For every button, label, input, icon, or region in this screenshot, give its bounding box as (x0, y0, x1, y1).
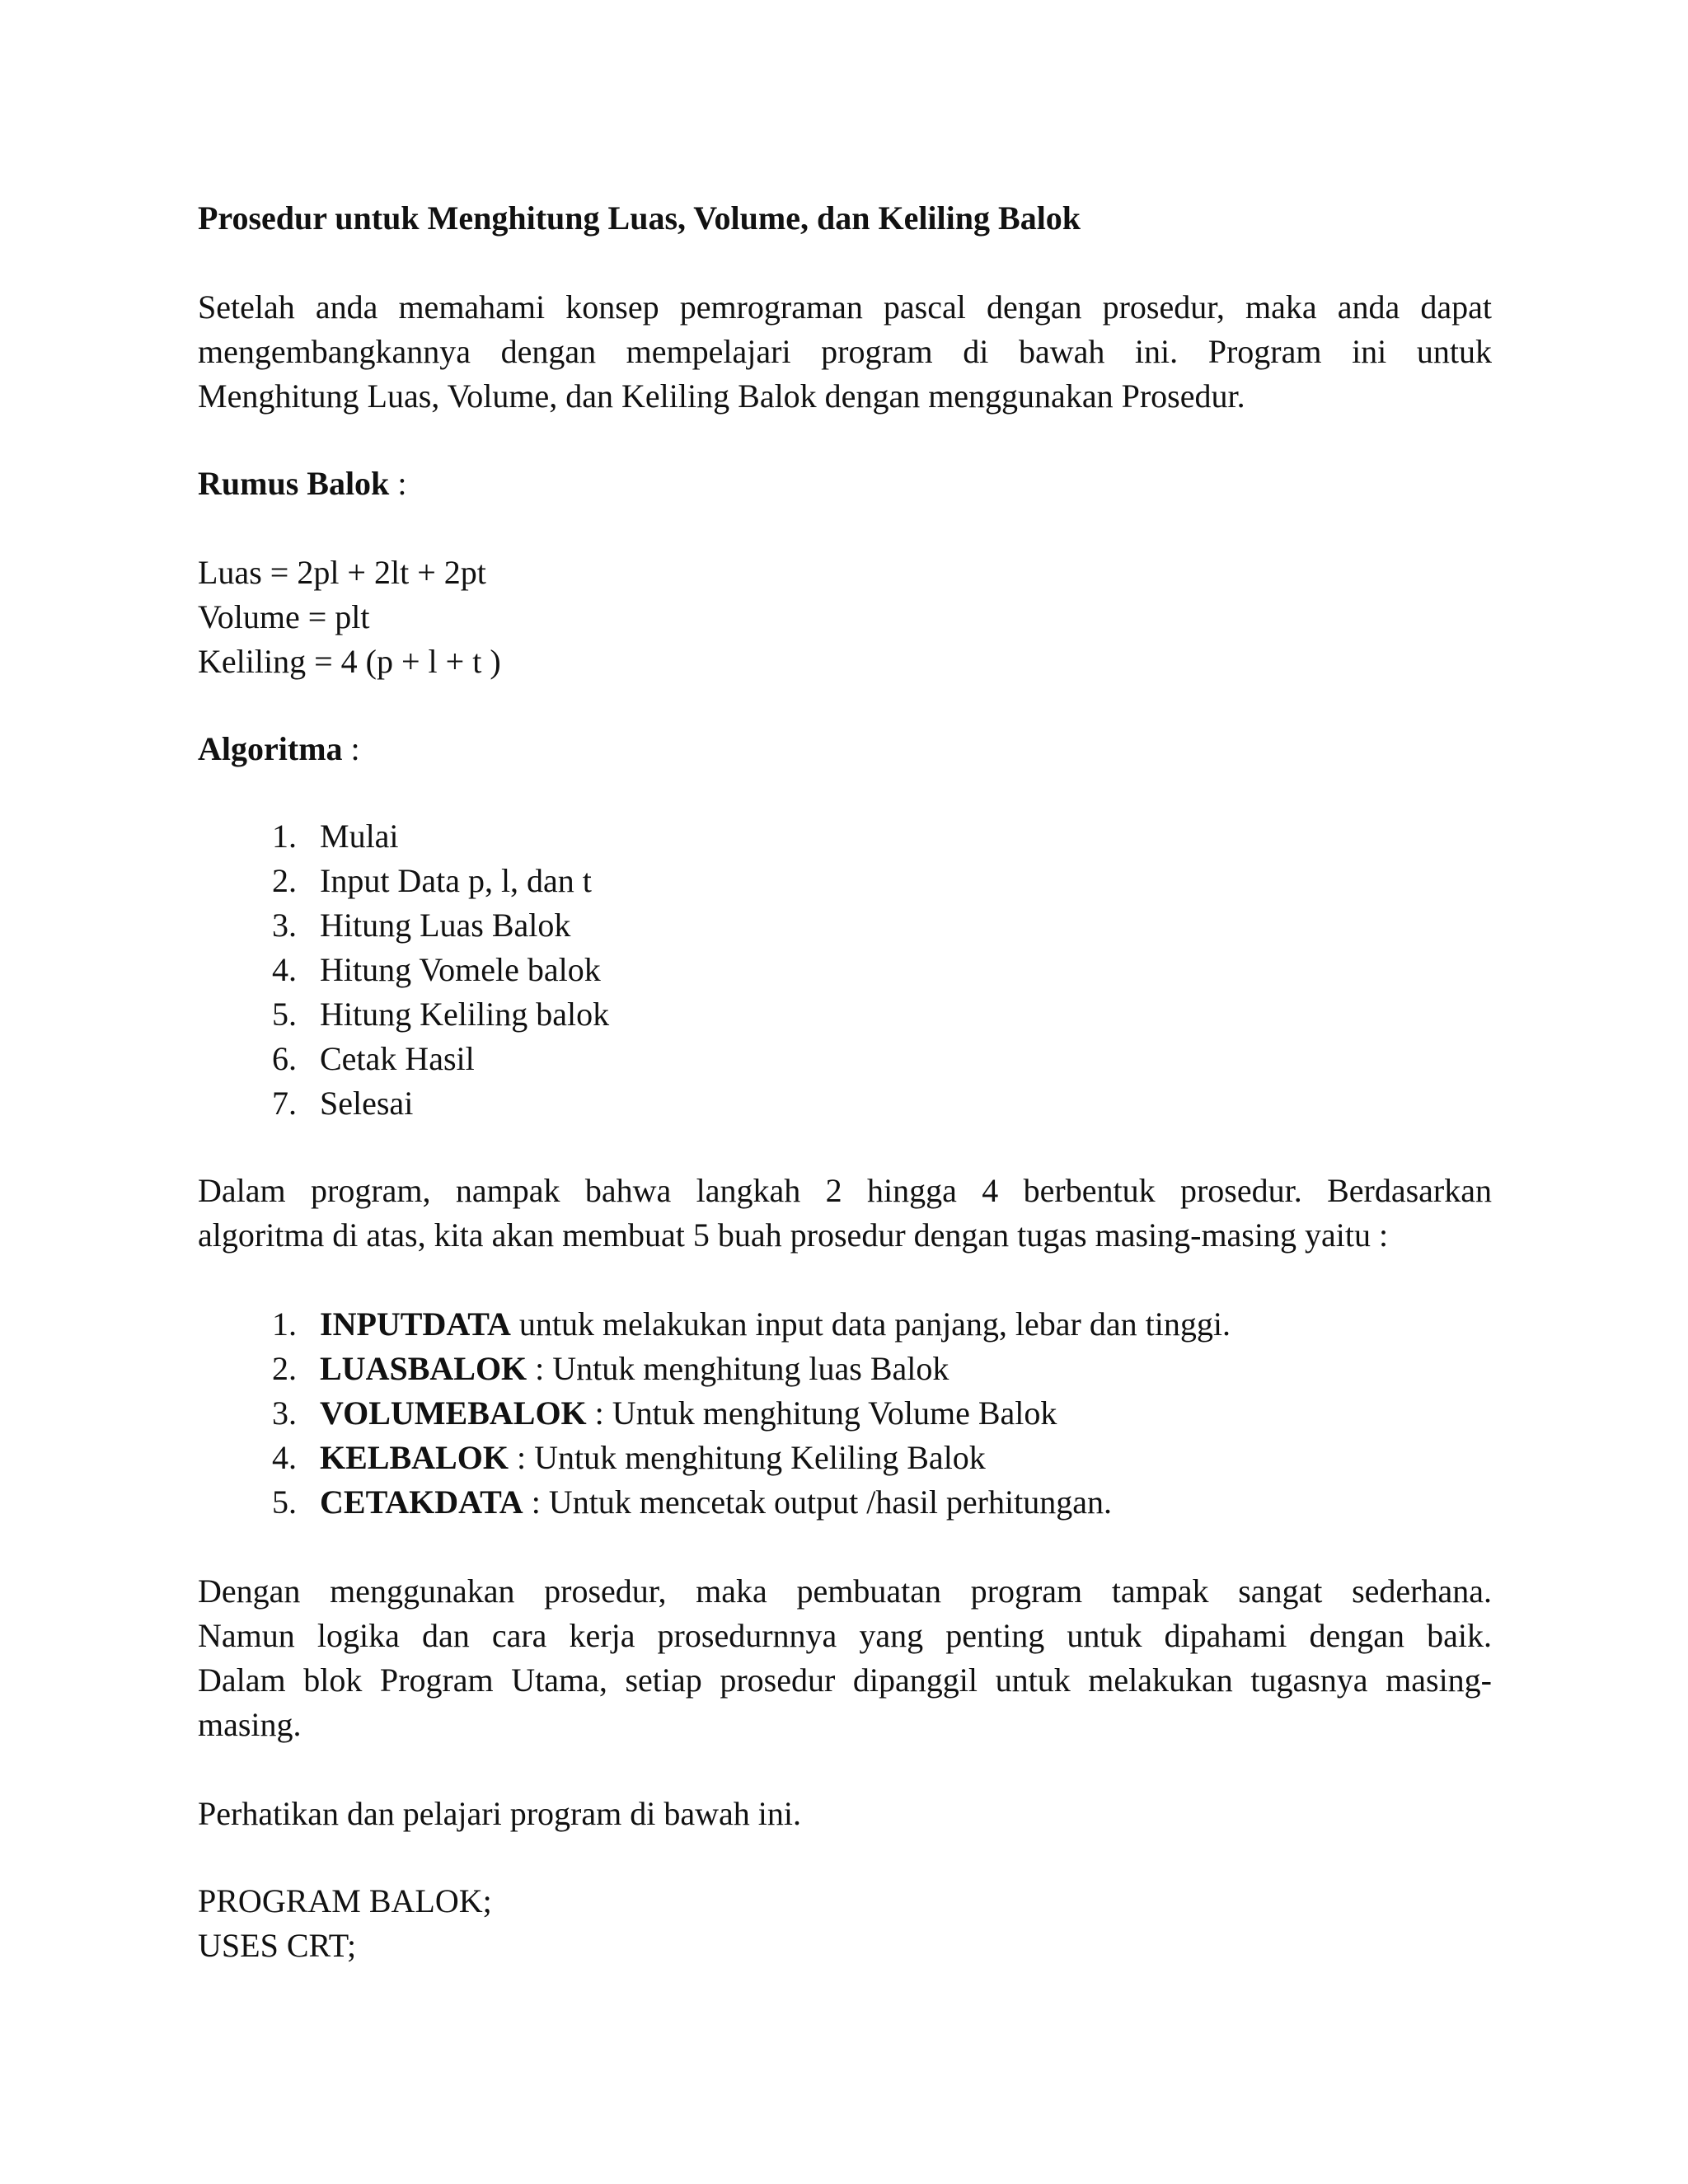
code-line: PROGRAM BALOK; (198, 1882, 492, 1919)
procedure-item (246, 1302, 1231, 1347)
dengan-line-4: masing. (198, 1706, 302, 1743)
algoritma-step (246, 859, 592, 903)
formula-volume: Volume = plt (198, 598, 370, 635)
step-text: Mulai (320, 818, 399, 855)
step-number: 7. (272, 1085, 297, 1122)
step-text: Hitung Luas Balok (320, 907, 571, 944)
procedure-number: 2. (272, 1350, 297, 1387)
rumus-heading-colon: : (389, 465, 407, 502)
step-number: 4. (272, 951, 297, 988)
algoritma-step (246, 814, 399, 859)
procedure-item (246, 1436, 986, 1480)
intro-line-1: Setelah anda memahami konsep pemrograman pascal dengan prosedur, maka anda dapat (198, 288, 1492, 326)
procedure-number: 4. (272, 1439, 297, 1476)
step-text: Hitung Keliling balok (320, 996, 610, 1033)
step-number: 3. (272, 907, 297, 944)
perhatikan-text: Perhatikan dan pelajari program di bawah ini. (198, 1795, 801, 1832)
step-number: 6. (272, 1040, 297, 1077)
step-number: 1. (272, 818, 297, 855)
dalam-line-1: Dalam program, nampak bahwa langkah 2 hingga 4 berbentuk prosedur. Berdasarkan (198, 1172, 1492, 1209)
procedure-desc: : Untuk mencetak output /hasil perhitungan. (523, 1483, 1112, 1521)
step-number: 2. (272, 862, 297, 899)
procedure-name: LUASBALOK (320, 1350, 528, 1387)
procedure-item (246, 1391, 1057, 1436)
code-line: USES CRT; (198, 1927, 357, 1964)
dengan-line-3: Dalam blok Program Utama, setiap prosedur dipanggil untuk melakukan tugasnya masing- (198, 1661, 1492, 1699)
step-text: Input Data p, l, dan t (320, 862, 592, 899)
procedure-desc: : Untuk menghitung luas Balok (527, 1350, 950, 1387)
procedure-desc: : Untuk menghitung Volume Balok (586, 1394, 1057, 1432)
step-text: Selesai (320, 1085, 414, 1122)
procedure-desc: untuk melakukan input data panjang, lebar dan tinggi. (510, 1305, 1231, 1343)
algoritma-step (246, 992, 609, 1037)
procedure-name: CETAKDATA (320, 1483, 523, 1521)
procedure-number: 5. (272, 1483, 297, 1521)
procedure-name: KELBALOK (320, 1439, 509, 1476)
algoritma-step (246, 903, 570, 948)
intro-line-2: mengembangkannya dengan mempelajari program di bawah ini. Program ini untuk (198, 333, 1492, 370)
step-text: Cetak Hasil (320, 1040, 475, 1077)
dalam-line-2: algoritma di atas, kita akan membuat 5 buah prosedur dengan tugas masing-masing yaitu : (198, 1216, 1389, 1254)
dengan-line-2: Namun logika dan cara kerja prosedurnnya yang penting untuk dipahami dengan baik. (198, 1617, 1492, 1654)
algoritma-heading-colon: : (342, 730, 360, 767)
procedure-name: INPUTDATA (320, 1305, 511, 1343)
rumus-heading (198, 462, 406, 506)
procedure-item (246, 1347, 949, 1391)
algoritma-heading-label: Algoritma (198, 730, 343, 767)
step-text: Hitung Vomele balok (320, 951, 601, 988)
document-title: Prosedur untuk Menghitung Luas, Volume, dan Keliling Balok (198, 199, 1081, 237)
dengan-line-1: Dengan menggunakan prosedur, maka pembuatan program tampak sangat sederhana. (198, 1572, 1492, 1610)
rumus-heading-label: Rumus Balok (198, 465, 390, 502)
procedure-number: 3. (272, 1394, 297, 1432)
algoritma-step (246, 1081, 413, 1126)
formula-keliling: Keliling = 4 (p + l + t ) (198, 643, 501, 680)
intro-line-3: Menghitung Luas, Volume, dan Keliling Balok dengan menggunakan Prosedur. (198, 377, 1245, 415)
procedure-desc: : Untuk menghitung Keliling Balok (508, 1439, 986, 1476)
algoritma-step (246, 948, 601, 992)
algoritma-step (246, 1037, 475, 1081)
step-number: 5. (272, 996, 297, 1033)
formula-luas: Luas = 2pl + 2lt + 2pt (198, 554, 486, 591)
procedure-name: VOLUMEBALOK (320, 1394, 587, 1432)
procedure-item (246, 1480, 1112, 1525)
algoritma-heading (198, 727, 360, 771)
procedure-number: 1. (272, 1305, 297, 1343)
